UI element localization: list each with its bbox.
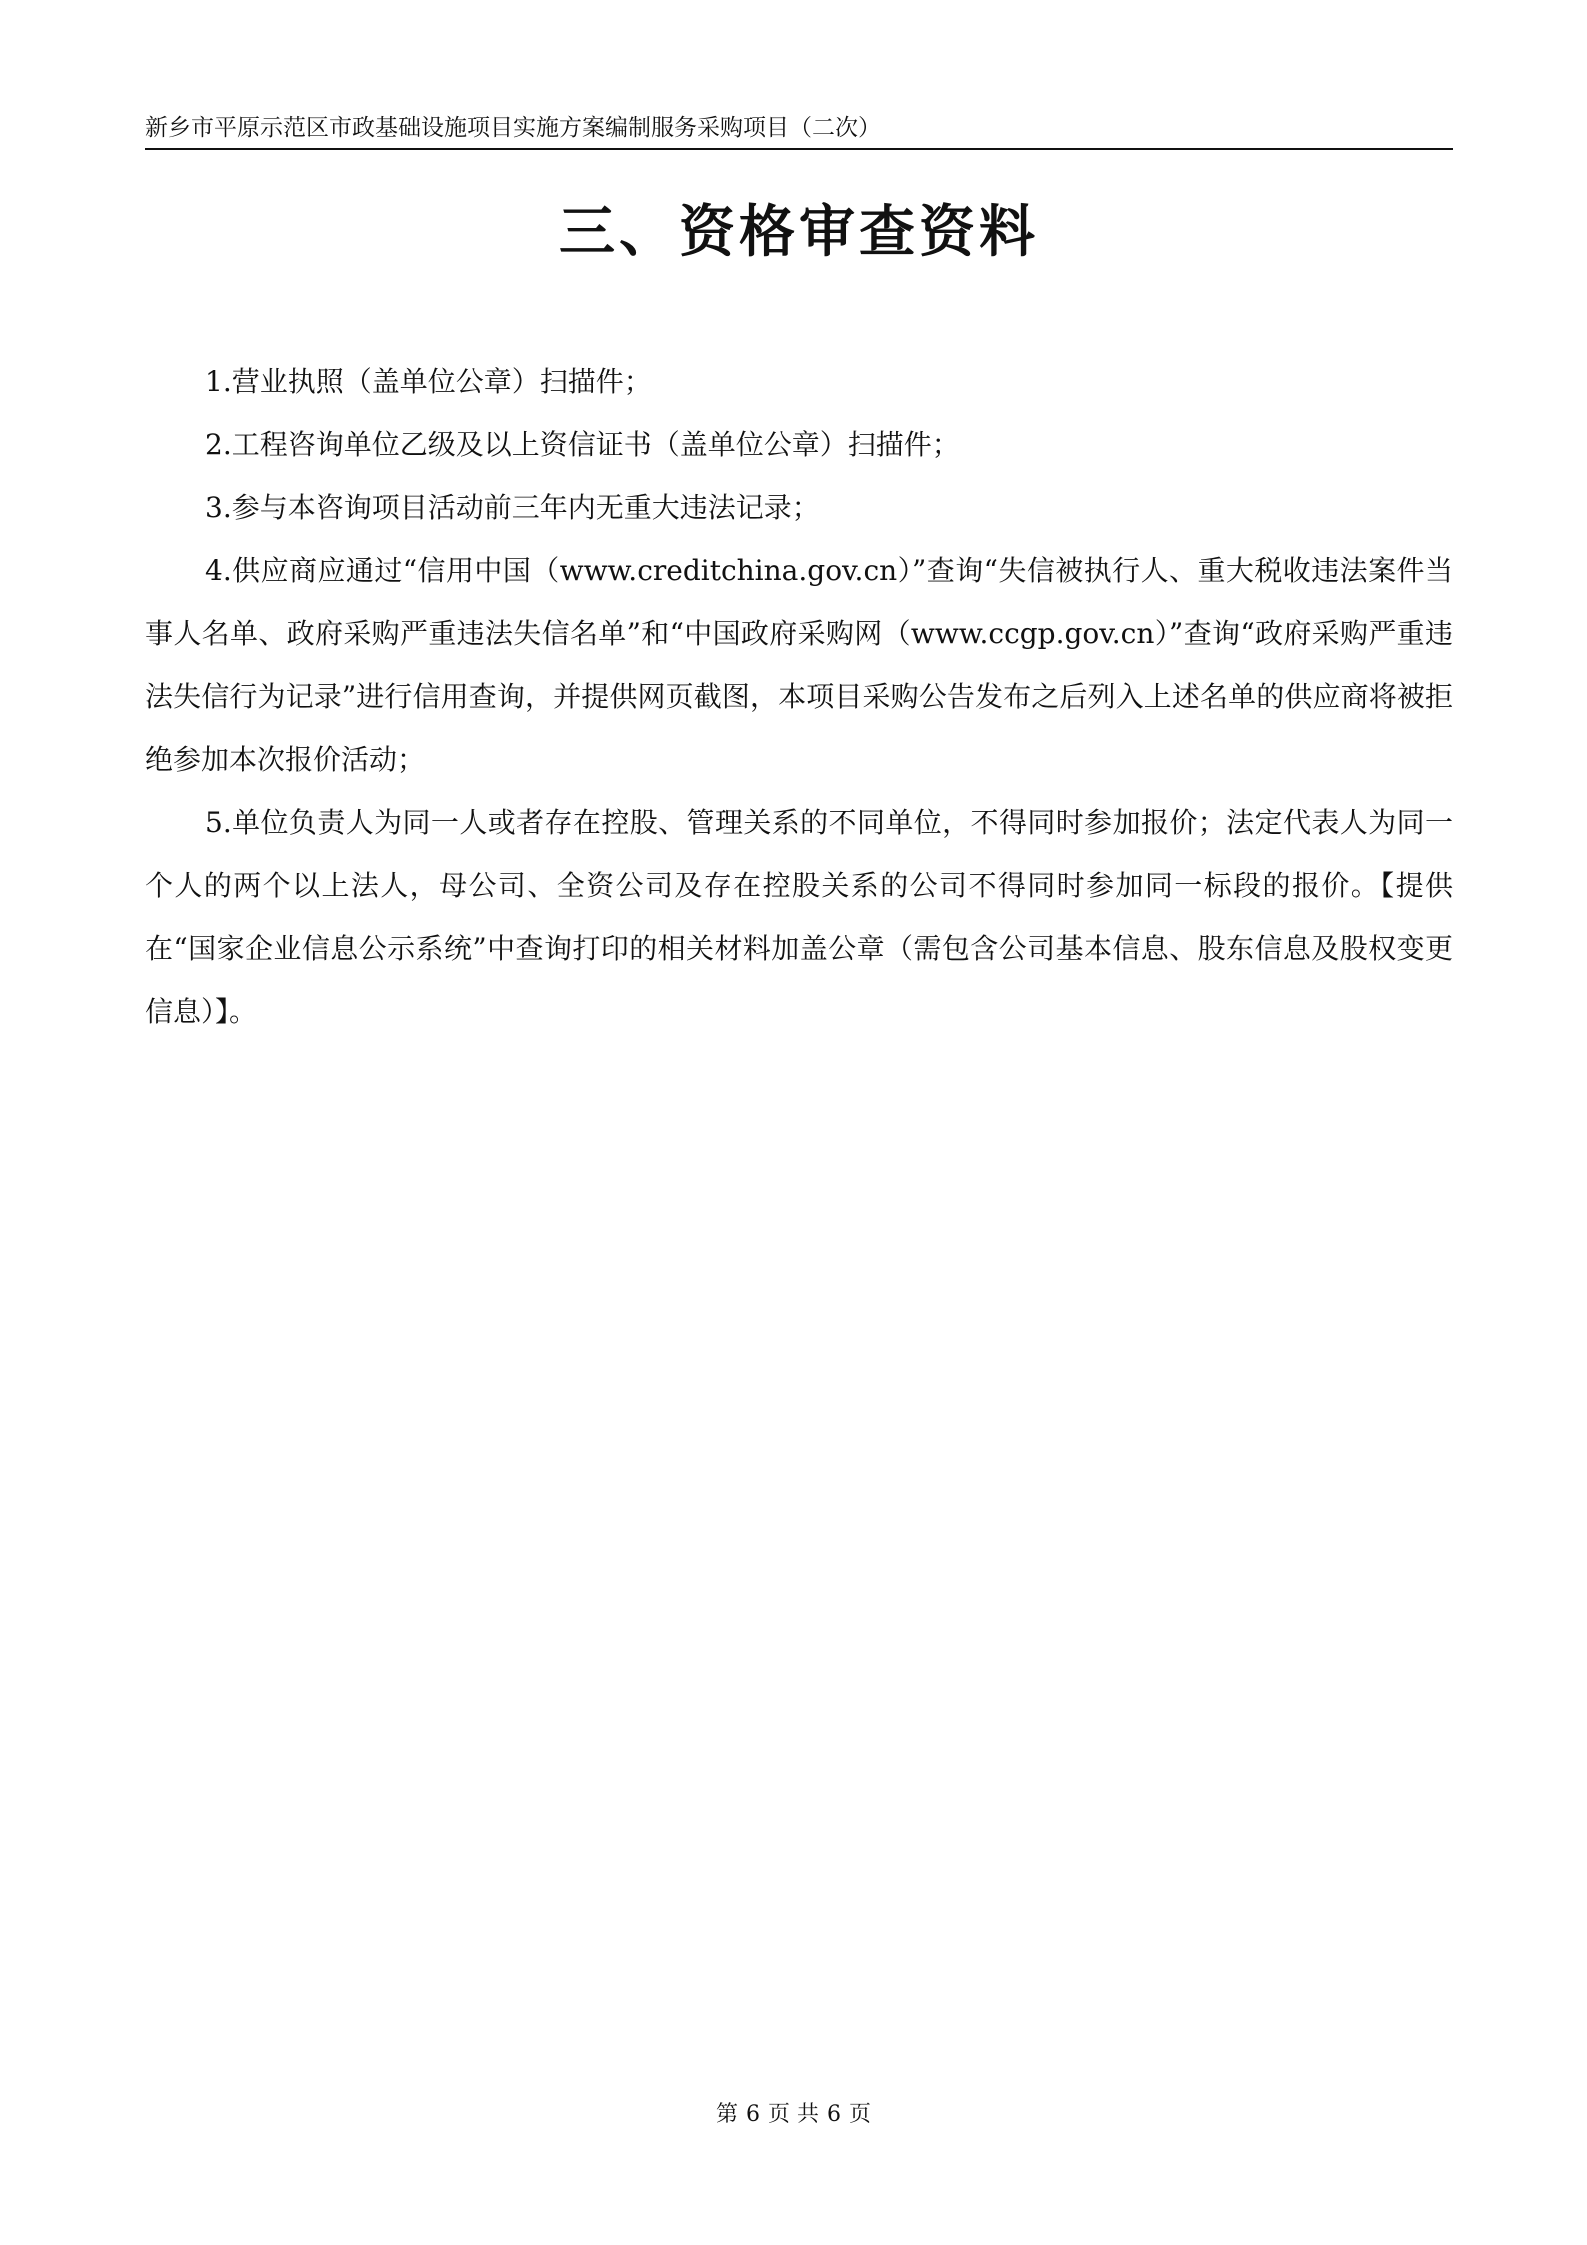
document-body [145,350,1453,1043]
page-title: 三、资格审查资料 [559,200,1039,265]
footer-suffix: 页 [849,2102,872,2127]
paragraph-4: 4.供应商应通过“信用中国（www.creditchina.gov.cn）”查询“失信被执行人、重大税收违法案件当事人名单、政府采购严重违法失信名单”和“中国政府采购网（www.ccgp.gov.cn）”查询“政府采购严重违法失信行为记录”进行信用查询，并提供网页截图，本项目采购公告发布之后列入上述名单的供应商将被拒绝参加本次报价活动； [145,554,1453,776]
footer-total-pages: 6 [827,2102,841,2127]
paragraph-2: 2.工程咨询单位乙级及以上资信证书（盖单位公章）扫描件； [205,428,960,461]
page-footer [0,2100,1587,2130]
footer-middle: 页 共 [768,2102,819,2127]
footer-page-number: 6 [746,2102,760,2127]
paragraph-5: 5.单位负责人为同一人或者存在控股、管理关系的不同单位，不得同时参加报价；法定代表人为同一个人的两个以上法人，母公司、全资公司及存在控股关系的公司不得同时参加同一标段的报价。【提供在“国家企业信息公示系统”中查询打印的相关材料加盖公章（需包含公司基本信息、股东信息及股权变更信息）】。 [145,806,1453,1028]
footer-prefix: 第 [715,2102,738,2127]
page-header: 新乡市平原示范区市政基础设施项目实施方案编制服务采购项目（二次） [145,112,1453,150]
paragraph-3: 3.参与本咨询项目活动前三年内无重大违法记录； [205,491,820,524]
paragraph-1: 1.营业执照（盖单位公章）扫描件； [205,365,652,398]
